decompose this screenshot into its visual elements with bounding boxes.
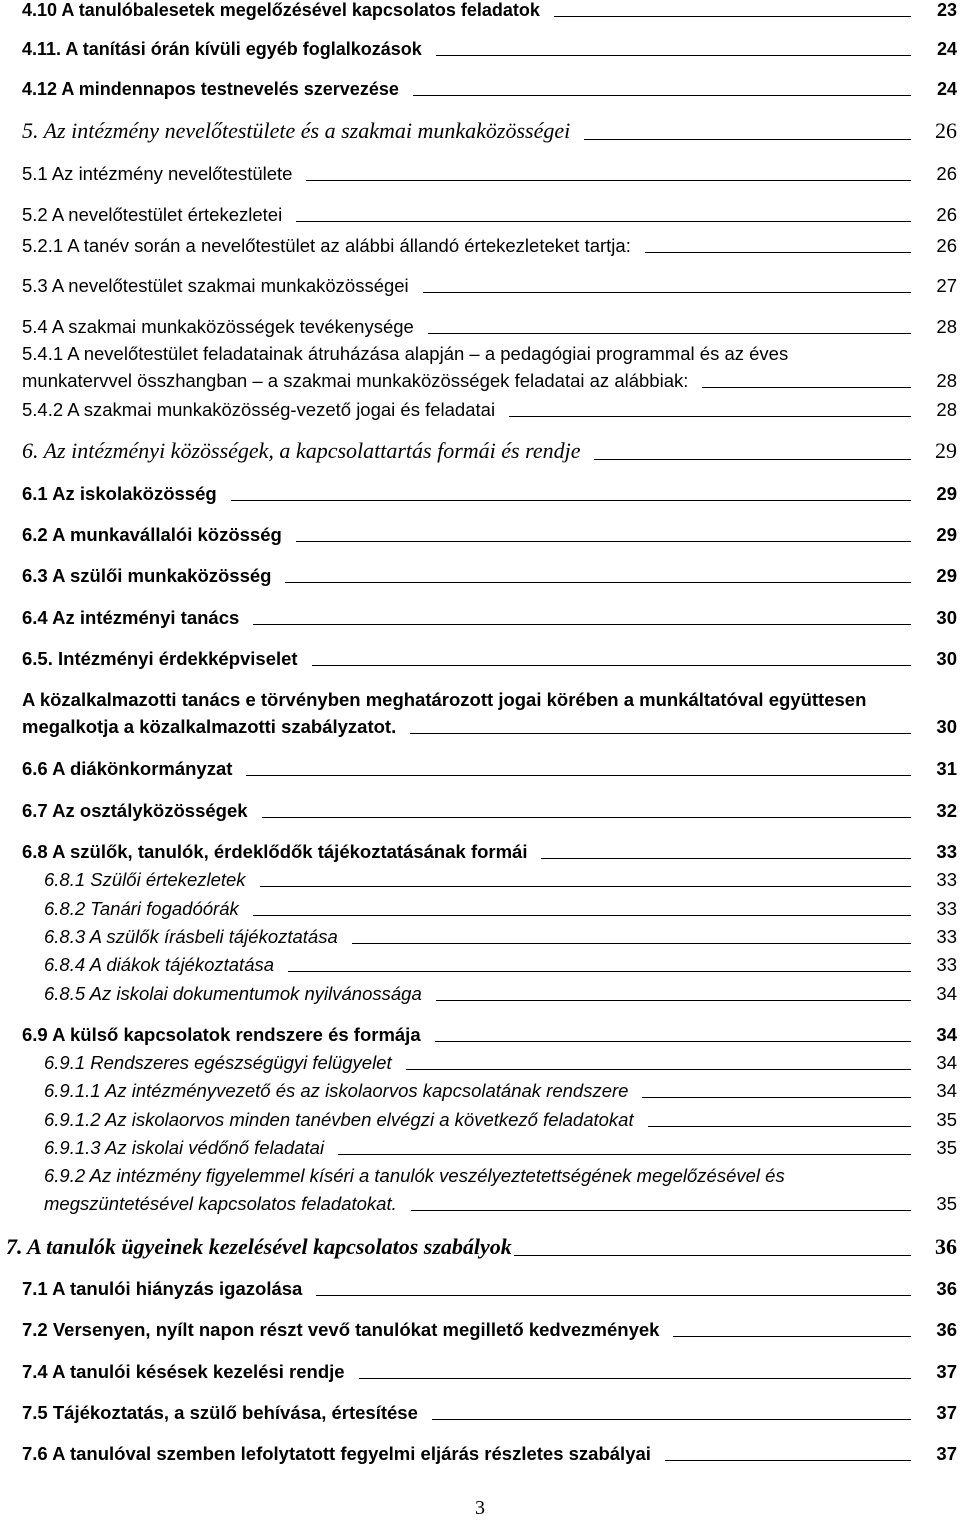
toc-entry-6-7[interactable]: [22, 800, 960, 822]
toc-entry-text: 6.3 A szülői munkaközösség: [22, 565, 272, 586]
toc-entry-4-10[interactable]: [22, 0, 960, 21]
toc-entry-6-9[interactable]: [22, 1024, 960, 1046]
toc-entry-text: 6.5. Intézményi érdekképviselet: [22, 648, 298, 669]
toc-entry-text: 6. Az intézményi közösségek, a kapcsolattartás formái és rendje: [22, 438, 581, 463]
toc-entry-text: 7.1 A tanulói hiányzás igazolása: [22, 1278, 303, 1299]
toc-entry-6-9-1-1[interactable]: [44, 1080, 960, 1102]
toc-entry-5-1[interactable]: [22, 163, 960, 185]
toc-entry-text: 6.8.4 A diákok tájékoztatása: [44, 954, 275, 975]
toc-entry-text: 6.9.1.1 Az intézményvezető és az iskolaorvos kapcsolatának rendszere: [44, 1080, 629, 1101]
toc-page-number: 29: [935, 438, 957, 463]
toc-entry-7-6[interactable]: [22, 1443, 960, 1465]
page-number: 3: [475, 1497, 485, 1519]
leader-line: [642, 1097, 911, 1098]
toc-entry-text: 5. Az intézmény nevelőtestülete és a szakmai munkaközösségei: [22, 118, 571, 143]
toc-entry-text: 7.4 A tanulói késések kezelési rendje: [22, 1361, 345, 1382]
leader-line: [665, 1460, 911, 1461]
toc-entry-5[interactable]: [22, 118, 960, 144]
toc-page-number: 24: [936, 79, 957, 99]
toc-entry-text: 6.8.2 Tanári fogadóórák: [44, 898, 239, 919]
toc-page-number: 35: [936, 1193, 957, 1214]
toc-entry-kozalkalmazotti-tanacs[interactable]: [22, 689, 960, 738]
toc-page-number: 28: [936, 370, 957, 391]
leader-line: [288, 971, 911, 972]
leader-line: [246, 775, 911, 776]
leader-line: [645, 252, 911, 253]
toc-page-number: 27: [936, 275, 957, 296]
toc-entry-6-4[interactable]: [22, 607, 960, 629]
toc-page-number: 36: [936, 1319, 957, 1340]
toc-entry-text: 7.6 A tanulóval szemben lefolytatott fegyelmi eljárás részletes szabályai: [22, 1443, 651, 1464]
toc-page-number: 35: [936, 1109, 957, 1130]
toc-entry-text: 6.8.1 Szülői értekezletek: [44, 869, 246, 890]
leader-line: [435, 1041, 911, 1042]
leader-line: [285, 582, 911, 583]
toc-page-number: 37: [936, 1361, 957, 1382]
leader-line: [673, 1336, 911, 1337]
toc-page-number: 33: [936, 954, 957, 975]
leader-line: [316, 1295, 911, 1296]
toc-entry-text: 7.5 Tájékoztatás, a szülő behívása, értesítése: [22, 1402, 418, 1423]
toc-entry-5-4-1[interactable]: [22, 343, 960, 392]
toc-page-number: 26: [935, 118, 957, 143]
leader-line: [296, 221, 911, 222]
toc-entry-text: 6.8.5 Az iskolai dokumentumok nyilvánossága: [44, 983, 422, 1004]
toc-page-number: 29: [936, 524, 957, 545]
leader-line: [338, 1154, 911, 1155]
toc-page-number: 34: [936, 1024, 957, 1045]
leader-line: [253, 624, 911, 625]
leader-line: [262, 817, 911, 818]
toc-entry-6-8-5[interactable]: [44, 983, 960, 1005]
toc-entry-4-11[interactable]: [22, 39, 960, 60]
toc-page-number: 26: [936, 235, 957, 256]
toc-entry-text: 6.6 A diákönkormányzat: [22, 758, 233, 779]
toc-entry-text-line1: 6.9.2 Az intézmény figyelemmel kíséri a tanulók veszélyeztetettségének megelőzésével és: [44, 1165, 785, 1186]
toc-entry-6-2[interactable]: [22, 524, 960, 546]
leader-line: [436, 55, 911, 56]
toc-entry-text-line2: megszüntetésével kapcsolatos feladatokat.: [44, 1193, 397, 1214]
toc-page-number: 34: [936, 1080, 957, 1101]
leader-line: [428, 333, 911, 334]
leader-line: [432, 1419, 911, 1420]
toc-entry-text: 4.11. A tanítási órán kívüli egyéb foglalkozások: [22, 39, 422, 59]
toc-entry-6-8-2[interactable]: [44, 898, 960, 920]
toc-entry-text: 6.9.1.2 Az iskolaorvos minden tanévben elvégzi a következő feladatokat: [44, 1109, 634, 1130]
toc-page-number: 33: [936, 841, 957, 862]
toc-entry-6-8-3[interactable]: [44, 926, 960, 948]
toc-entry-text: 7.2 Versenyen, nyílt napon részt vevő tanulókat megillető kedvezmények: [22, 1319, 660, 1340]
toc-entry-6-9-1-2[interactable]: [44, 1109, 960, 1131]
toc-entry-text-line1: A közalkalmazotti tanács e törvényben meghatározott jogai körében a munkáltatóval együttesen: [22, 689, 867, 710]
toc-entry-text: 6.9.1.3 Az iskolai védőnő feladatai: [44, 1137, 325, 1158]
leader-line: [554, 16, 911, 17]
toc-entry-7-5[interactable]: [22, 1402, 960, 1424]
leader-line: [253, 915, 911, 916]
toc-entry-text: 6.1 Az iskolaközösség: [22, 483, 217, 504]
leader-line: [406, 1069, 911, 1070]
toc-entry-6-3[interactable]: [22, 565, 960, 587]
toc-entry-6-6[interactable]: [22, 758, 960, 780]
leader-line: [594, 459, 911, 460]
toc-page-number: 24: [936, 39, 957, 59]
toc-entry-text: 6.8 A szülők, tanulók, érdeklődők tájékoztatásának formái: [22, 841, 528, 862]
toc-page-number: 37: [936, 1402, 957, 1423]
toc-entry-text: 4.10 A tanulóbalesetek megelőzésével kapcsolatos feladatok: [22, 0, 540, 20]
toc-entry-text: 5.2.1 A tanév során a nevelőtestület az alábbi állandó értekezleteket tartja:: [22, 235, 631, 256]
toc-entry-6-8[interactable]: [22, 841, 960, 863]
toc-entry-5-2-1[interactable]: [22, 235, 960, 257]
toc-entry-text: 5.1 Az intézmény nevelőtestülete: [22, 163, 293, 184]
toc-entry-6-9-2[interactable]: [44, 1165, 960, 1215]
toc-page-number: 29: [936, 565, 957, 586]
leader-line: [514, 1255, 911, 1256]
toc-entry-6-9-1[interactable]: [44, 1052, 960, 1074]
toc-page-number: 29: [936, 483, 957, 504]
toc-entry-6-8-1[interactable]: [44, 869, 960, 891]
toc-page-number: 30: [936, 607, 957, 628]
leader-line: [359, 1378, 911, 1379]
toc-page-number: 36: [935, 1234, 957, 1259]
toc-entry-text-line1: 5.4.1 A nevelőtestület feladatainak átruházása alapján – a pedagógiai programmal és az éves: [22, 343, 789, 364]
toc-entry-text: 5.4 A szakmai munkaközösségek tevékenysége: [22, 316, 414, 337]
toc-entry-text: 6.7 Az osztályközösségek: [22, 800, 248, 821]
leader-line: [352, 943, 911, 944]
leader-line: [648, 1126, 911, 1127]
toc-page-number: 33: [936, 898, 957, 919]
toc-entry-text: 7. A tanulók ügyeinek kezelésével kapcsolatos szabályok: [6, 1234, 512, 1259]
toc-page-number: 34: [936, 1052, 957, 1073]
toc-entry-6-5[interactable]: [22, 648, 960, 670]
toc-entry-6-9-1-3[interactable]: [44, 1137, 960, 1159]
toc-entry-4-12[interactable]: [22, 79, 960, 100]
toc-entry-text: 5.3 A nevelőtestület szakmai munkaközösségei: [22, 275, 409, 296]
toc-page-number: 33: [936, 869, 957, 890]
toc-page-number: 34: [936, 983, 957, 1004]
toc-entry-5-3[interactable]: [22, 275, 960, 297]
toc-entry-text-line2: megalkotja a közalkalmazotti szabályzatot.: [22, 716, 397, 737]
leader-line: [509, 416, 911, 417]
toc-entry-7[interactable]: [6, 1234, 960, 1260]
leader-line: [410, 733, 911, 734]
leader-line: [306, 180, 911, 181]
leader-line: [423, 292, 911, 293]
toc-page-number: 33: [936, 926, 957, 947]
leader-line: [413, 95, 911, 96]
leader-line: [436, 1000, 911, 1001]
toc-entry-6[interactable]: [22, 438, 960, 464]
leader-line: [584, 139, 911, 140]
leader-line: [260, 886, 911, 887]
toc-entry-text: 4.12 A mindennapos testnevelés szervezése: [22, 79, 399, 99]
toc-page-number: 36: [936, 1278, 957, 1299]
toc-page-number: 30: [936, 716, 957, 737]
toc-page-number: 23: [936, 0, 957, 20]
toc-entry-7-4[interactable]: [22, 1361, 960, 1383]
toc-entry-text: 6.9.1 Rendszeres egészségügyi felügyelet: [44, 1052, 392, 1073]
leader-line: [312, 665, 911, 666]
toc-entry-text: 5.4.2 A szakmai munkaközösség-vezető jogai és feladatai: [22, 399, 496, 420]
toc-entry-text: 6.8.3 A szülők írásbeli tájékoztatása: [44, 926, 338, 947]
toc-entry-7-1[interactable]: [22, 1278, 960, 1300]
toc-page-number: 35: [936, 1137, 957, 1158]
toc-page-number: 31: [936, 758, 957, 779]
toc-entry-text: 6.9 A külső kapcsolatok rendszere és formája: [22, 1024, 421, 1045]
leader-line: [296, 541, 911, 542]
leader-line: [411, 1210, 911, 1211]
toc-entry-6-8-4[interactable]: [44, 954, 960, 976]
toc-entry-text: 6.2 A munkavállalói közösség: [22, 524, 282, 545]
toc-page-number: 30: [936, 648, 957, 669]
toc-page-number: 28: [936, 399, 957, 420]
leader-line: [702, 387, 911, 388]
toc-entry-6-1[interactable]: [22, 483, 960, 505]
toc-entry-5-4[interactable]: [22, 316, 960, 338]
toc-entry-text: 5.2 A nevelőtestület értekezletei: [22, 204, 283, 225]
toc-page-number: 26: [936, 163, 957, 184]
leader-line: [231, 500, 911, 501]
toc-page-number: 37: [936, 1443, 957, 1464]
toc-entry-5-4-2[interactable]: [22, 399, 960, 421]
toc-page-number: 32: [936, 800, 957, 821]
toc-entry-text-line2: munkatervvel összhangban – a szakmai munkaközösségek feladatai az alábbiak:: [22, 370, 689, 391]
toc-entry-5-2[interactable]: [22, 204, 960, 226]
leader-line: [541, 858, 911, 859]
toc-page-number: 28: [936, 316, 957, 337]
toc-page-number: 26: [936, 204, 957, 225]
toc-entry-text: 6.4 Az intézményi tanács: [22, 607, 240, 628]
toc-entry-7-2[interactable]: [22, 1319, 960, 1341]
